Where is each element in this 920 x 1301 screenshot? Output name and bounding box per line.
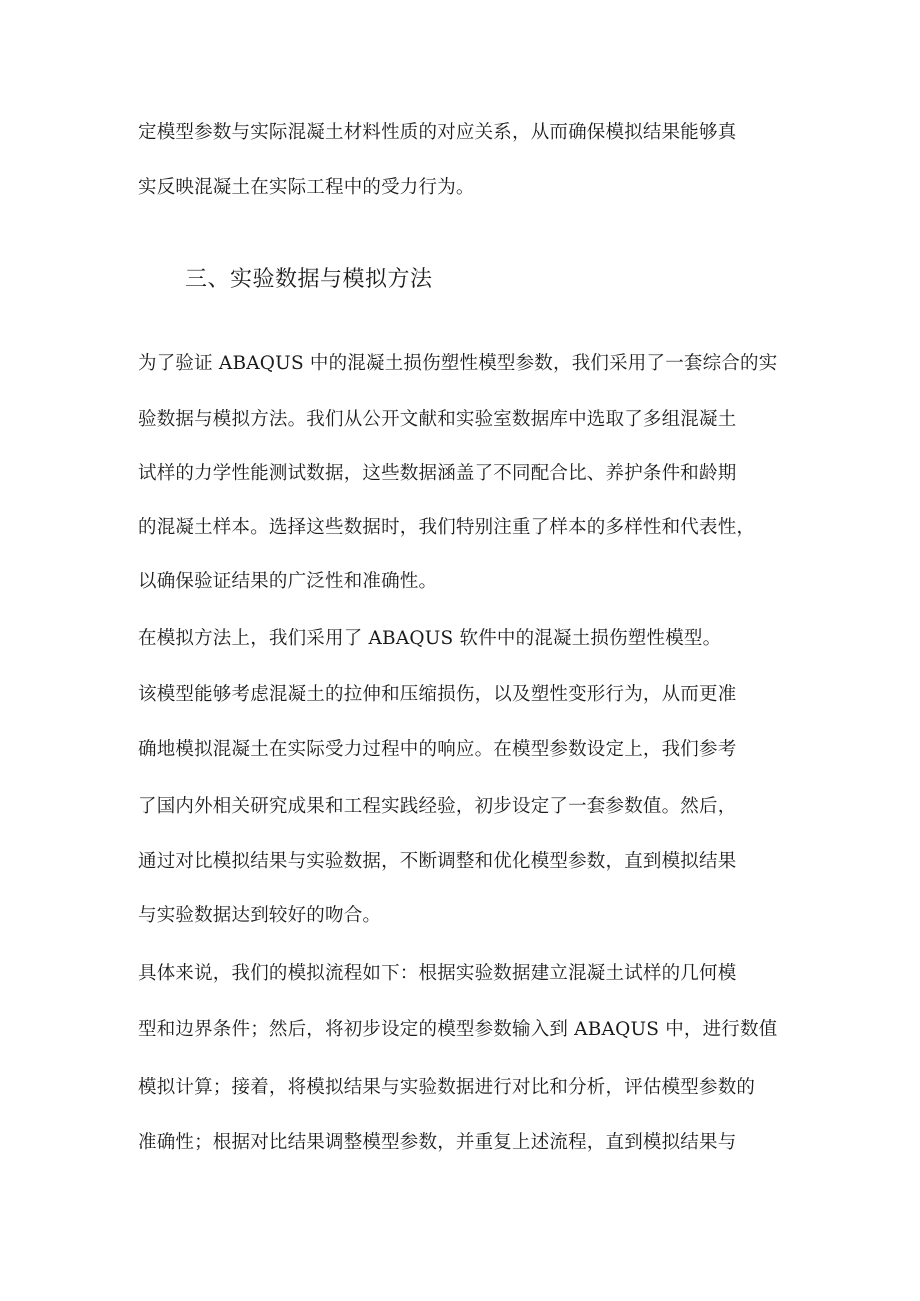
section-heading: 三、实验数据与模拟方法 [185,267,433,292]
text-line: 了国内外相关研究成果和工程实践经验，初步设定了一套参数值。然后， [138,796,737,817]
text-line: 验数据与模拟方法。我们从公开文献和实验室数据库中选取了多组混凝土 [138,409,737,430]
text-line: 模拟计算；接着，将模拟结果与实验数据进行对比和分析，评估模型参数的 [138,1077,756,1098]
text-line: 型和边界条件；然后，将初步设定的模型参数输入到 ABAQUS 中，进行数值 [138,1019,778,1040]
text-line: 的混凝土样本。选择这些数据时，我们特别注重了样本的多样性和代表性， [138,517,756,538]
text-line: 确地模拟混凝土在实际受力过程中的响应。在模型参数设定上，我们参考 [138,739,737,760]
text-line: 以确保验证结果的广泛性和准确性。 [138,571,438,592]
text-line: 具体来说，我们的模拟流程如下：根据实验数据建立混凝土试样的几何模 [138,963,737,984]
text-line: 实反映混凝土在实际工程中的受力行为。 [138,177,475,198]
text-line: 该模型能够考虑混凝土的拉伸和压缩损伤，以及塑性变形行为，从而更准 [138,684,737,705]
text-line: 为了验证 ABAQUS 中的混凝土损伤塑性模型参数，我们采用了一套综合的实 [138,353,778,374]
text-line: 通过对比模拟结果与实验数据，不断调整和优化模型参数，直到模拟结果 [138,851,737,872]
text-line: 定模型参数与实际混凝土材料性质的对应关系，从而确保模拟结果能够真 [138,122,737,143]
text-line: 在模拟方法上，我们采用了 ABAQUS 软件中的混凝土损伤塑性模型。 [138,628,722,649]
text-line: 准确性；根据对比结果调整模型参数，并重复上述流程，直到模拟结果与 [138,1132,737,1153]
text-line: 试样的力学性能测试数据，这些数据涵盖了不同配合比、养护条件和龄期 [138,463,737,484]
text-line: 与实验数据达到较好的吻合。 [138,905,382,926]
